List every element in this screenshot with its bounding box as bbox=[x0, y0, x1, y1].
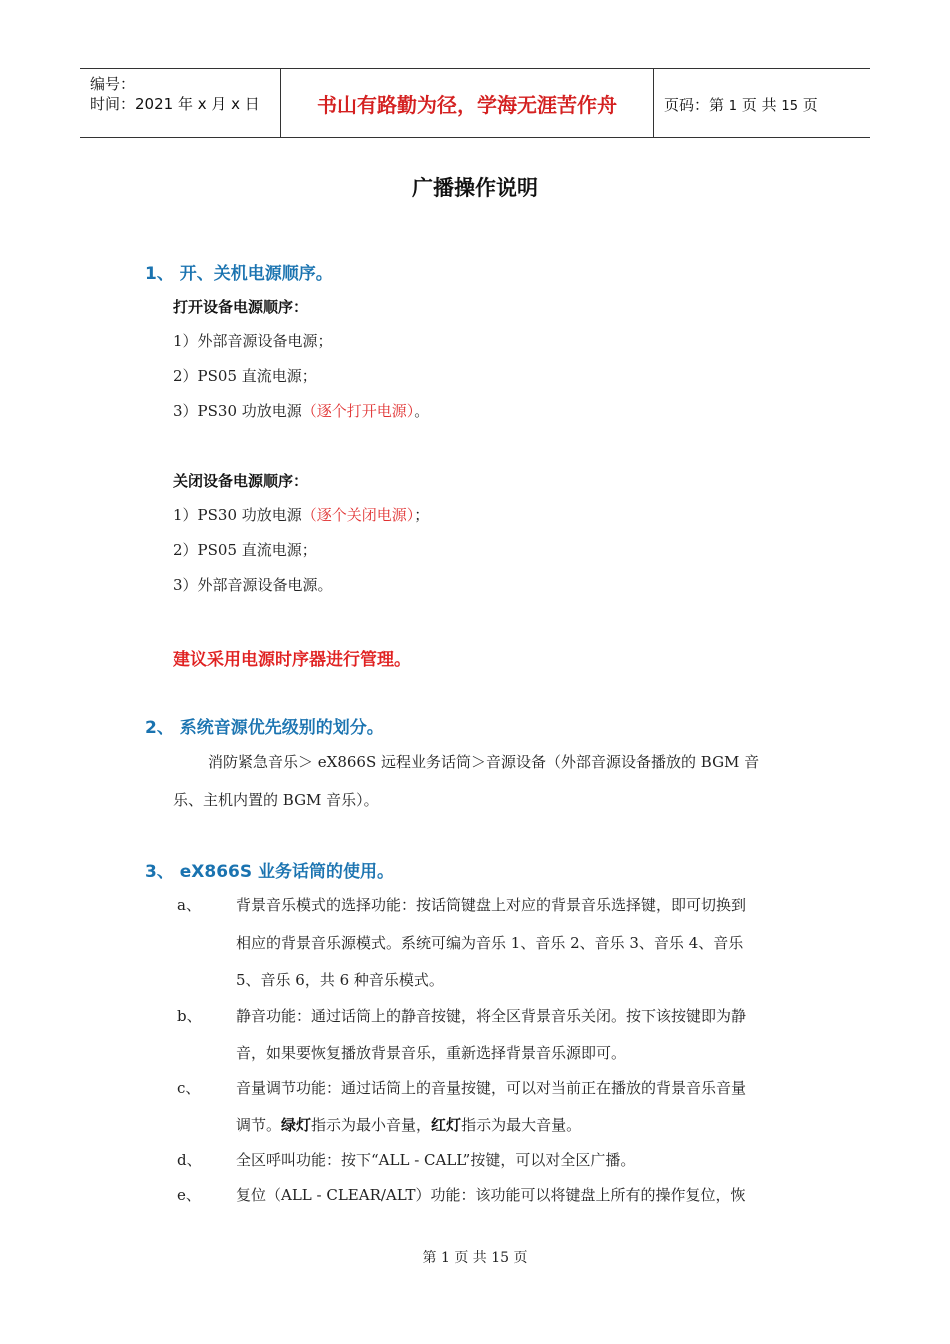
page-number: 1 bbox=[728, 99, 738, 114]
header-motto-cell bbox=[281, 69, 654, 137]
item-c-line-2-c: 指示为最大音量。 bbox=[461, 1116, 582, 1134]
power-on-step-1: 1）外部音源设备电源； bbox=[173, 332, 333, 350]
code-label: 编号： bbox=[90, 75, 136, 93]
page-indicator bbox=[664, 94, 818, 115]
red-light-text: 红灯 bbox=[431, 1116, 462, 1134]
page-footer bbox=[0, 1247, 950, 1267]
power-on-step-3 bbox=[173, 400, 429, 421]
item-c-label: c、 bbox=[177, 1079, 201, 1097]
page-title: 广播操作说明 bbox=[412, 176, 538, 200]
section-3-heading: 3、 eX866S 业务话筒的使用。 bbox=[145, 862, 395, 882]
footer-number: 1 bbox=[440, 1250, 450, 1266]
footer-prefix: 第 bbox=[422, 1250, 437, 1266]
header-info-cell bbox=[80, 69, 281, 137]
page-total: 15 bbox=[781, 99, 798, 114]
power-on-step-3-note: （逐个打开电源） bbox=[301, 402, 415, 420]
power-off-step-1-note: （逐个关闭电源） bbox=[301, 506, 415, 524]
item-c-line-2 bbox=[236, 1114, 581, 1135]
item-a-line-2: 相应的背景音乐源模式。系统可编为音乐 1、音乐 2、音乐 3、音乐 4、音乐 bbox=[236, 934, 744, 952]
item-d-label: d、 bbox=[177, 1151, 202, 1169]
power-off-step-3: 3）外部音源设备电源。 bbox=[173, 576, 333, 594]
item-b-line-1: 静音功能：通过话筒上的静音按键，将全区背景音乐关闭。按下该按键即为静 bbox=[236, 1007, 747, 1025]
motto: 书山有路勤为径，学海无涯苦作舟 bbox=[317, 93, 617, 117]
page-suffix: 页 bbox=[802, 96, 818, 114]
footer-total: 15 bbox=[491, 1250, 510, 1266]
priority-line-1: 消防紧急音乐＞ eX866S 远程业务话筒＞音源设备（外部音源设备播放的 BGM 音 bbox=[208, 753, 760, 771]
priority-line-2: 乐、主机内置的 BGM 音乐）。 bbox=[173, 791, 379, 809]
item-a-label: a、 bbox=[177, 896, 201, 914]
advice-text: 建议采用电源时序器进行管理。 bbox=[173, 650, 411, 670]
item-a-line-1: 背景音乐模式的选择功能：按话筒键盘上对应的背景音乐选择键，即可切换到 bbox=[236, 896, 747, 914]
item-b-label: b、 bbox=[177, 1007, 202, 1025]
item-a-line-3: 5、音乐 6，共 6 种音乐模式。 bbox=[236, 971, 444, 989]
item-c-line-2-b: 指示为最小音量， bbox=[311, 1116, 432, 1134]
power-off-step-1-end: ； bbox=[414, 506, 430, 524]
power-on-step-2: 2）PS05 直流电源； bbox=[173, 367, 317, 385]
time-label: 时间：2021 年 x 月 x 日 bbox=[90, 95, 260, 113]
power-on-title: 打开设备电源顺序： bbox=[173, 298, 309, 316]
green-light-text: 绿灯 bbox=[281, 1116, 312, 1134]
power-off-step-1 bbox=[173, 504, 429, 525]
footer-suffix: 页 bbox=[513, 1250, 528, 1266]
power-off-title: 关闭设备电源顺序： bbox=[173, 472, 309, 490]
page-mid: 页 共 bbox=[741, 96, 777, 114]
power-on-step-3-end: 。 bbox=[414, 402, 430, 420]
item-e-label: e、 bbox=[177, 1186, 201, 1204]
power-off-step-1-text: 1）PS30 功放电源 bbox=[173, 506, 302, 524]
power-off-step-2: 2）PS05 直流电源； bbox=[173, 541, 317, 559]
header-table bbox=[80, 68, 870, 138]
section-1-heading: 1、 开、关机电源顺序。 bbox=[145, 264, 333, 284]
footer-mid: 页 共 bbox=[454, 1250, 487, 1266]
page-prefix: 页码：第 bbox=[664, 96, 725, 114]
item-c-line-1: 音量调节功能：通过话筒上的音量按键，可以对当前正在播放的背景音乐音量 bbox=[236, 1079, 747, 1097]
item-e-line-1: 复位（ALL - CLEAR/ALT）功能：该功能可以将键盘上所有的操作复位，恢 bbox=[236, 1186, 746, 1204]
item-c-line-2-a: 调节。 bbox=[236, 1116, 282, 1134]
section-2-heading: 2、 系统音源优先级别的划分。 bbox=[145, 718, 384, 738]
item-b-line-2: 音，如果要恢复播放背景音乐，重新选择背景音乐源即可。 bbox=[236, 1044, 627, 1062]
power-on-step-3-text: 3）PS30 功放电源 bbox=[173, 402, 302, 420]
header-page-cell bbox=[654, 69, 870, 137]
item-d-line-1: 全区呼叫功能：按下“ALL - CALL”按键，可以对全区广播。 bbox=[236, 1151, 636, 1169]
